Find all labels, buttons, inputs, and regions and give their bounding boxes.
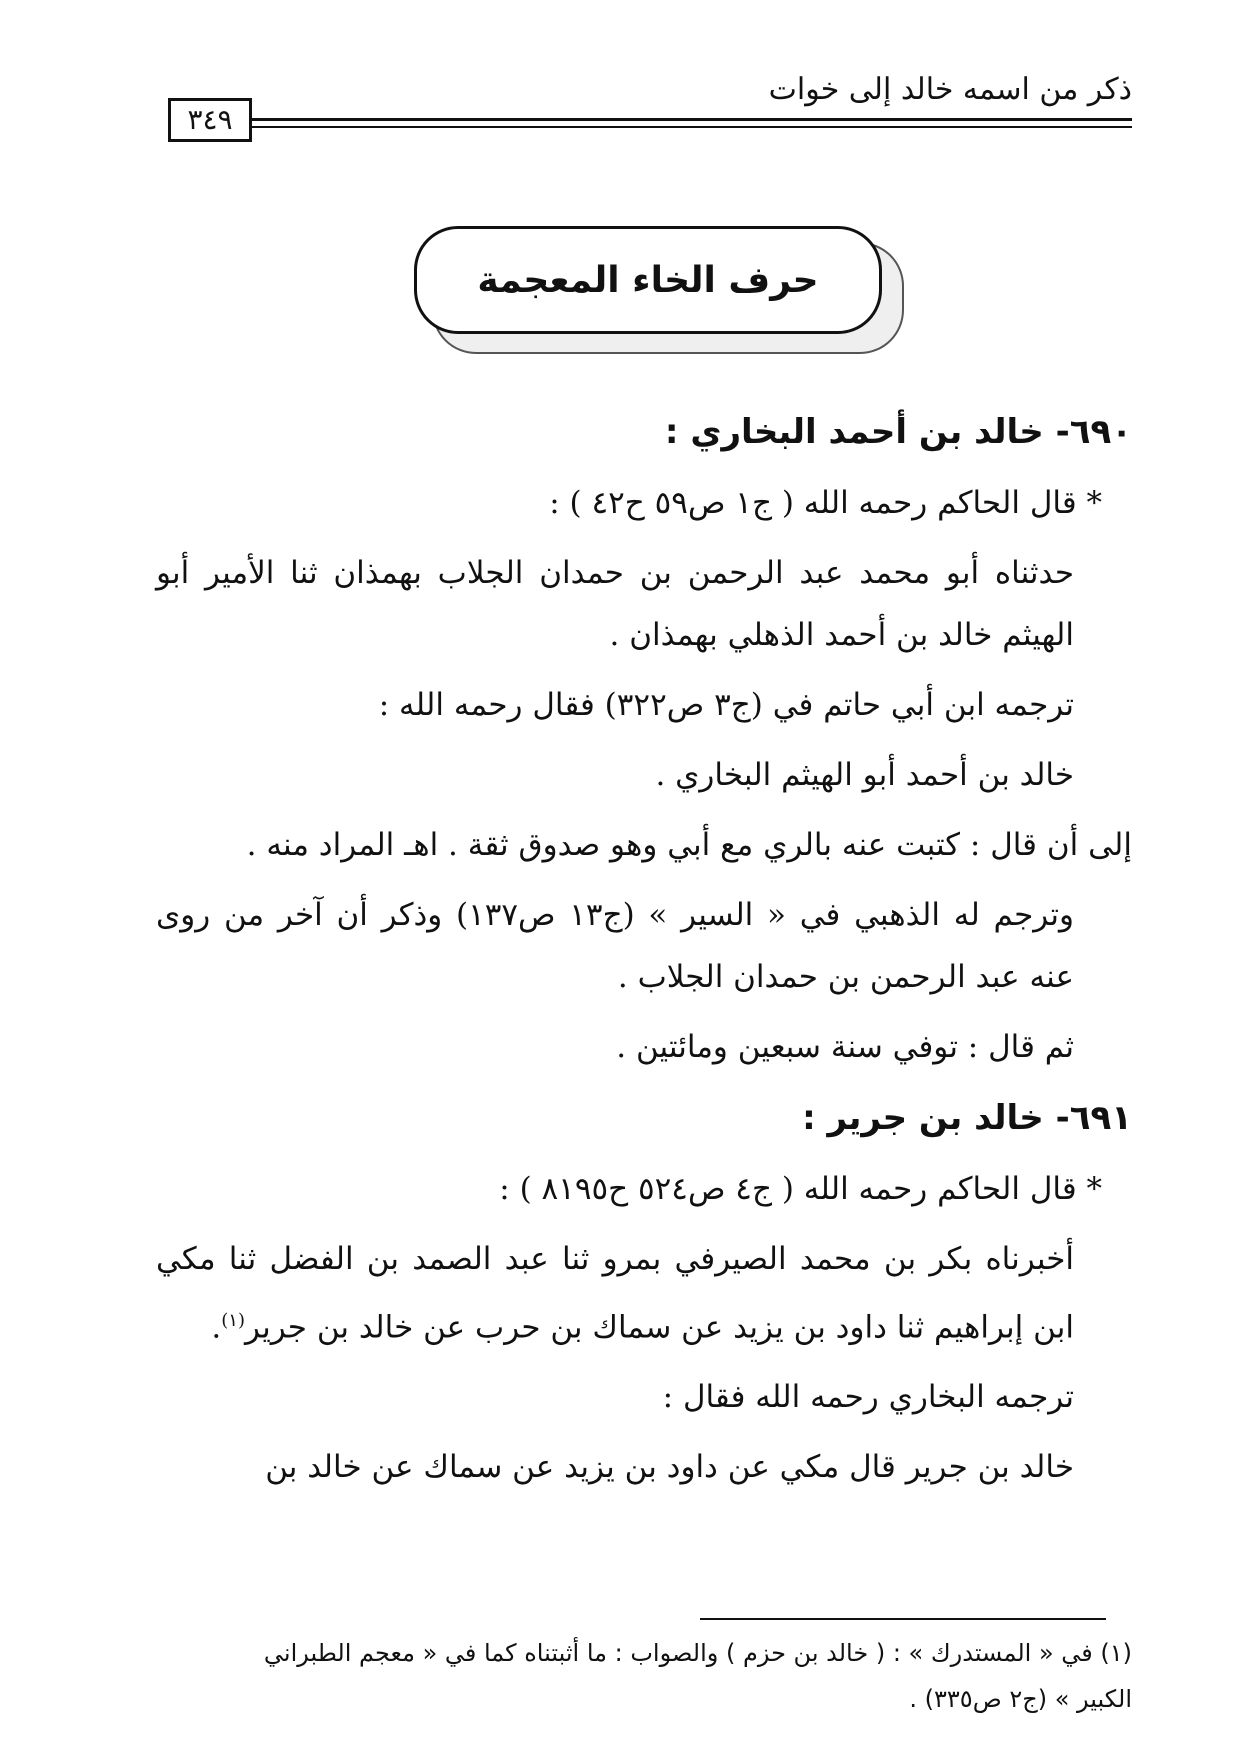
citation-line: * قال الحاكم رحمه الله ( ج١ ص٥٩ ح٤٢ ) :	[549, 485, 1102, 521]
paragraph: خالد بن أحمد أبو الهيثم البخاري .	[655, 757, 1074, 793]
paragraph: خالد بن جرير قال مكي عن داود بن يزيد عن سماك عن خالد بن	[265, 1449, 1074, 1486]
footnote-rule	[700, 1618, 1106, 1620]
running-header-title: ذكر من اسمه خالد إلى خوات	[768, 72, 1132, 107]
paragraph-end: .	[211, 1309, 222, 1346]
paragraph	[156, 1228, 1132, 1358]
entry-heading-690: ٦٩٠- خالد بن أحمد البخاري :	[664, 412, 1132, 452]
header-rule	[250, 118, 1132, 121]
header-rule-thin	[250, 126, 1132, 128]
footnote-line: (١) في « المستدرك » : ( خالد بن حزم ) والصواب : ما أثبتناه كما في « معجم الطبراني	[263, 1639, 1132, 1667]
paragraph-text: أخبرناه بكر بن محمد الصيرفي بمرو ثنا عبد الصمد بن الفضل ثنا مكي ابن إبراهيم ثنا داود بن يزيد عن سماك بن حرب عن خالد بن جرير	[156, 1241, 1074, 1346]
paragraph: ترجمه البخاري رحمه الله فقال :	[662, 1379, 1074, 1416]
page-number: ٣٤٩	[168, 98, 252, 142]
paragraph: ثم قال : توفي سنة سبعين ومائتين .	[616, 1029, 1074, 1065]
footnote	[156, 1630, 1132, 1722]
citation-line: * قال الحاكم رحمه الله ( ج٤ ص٥٢٤ ح٨١٩٥ ) :	[499, 1171, 1102, 1207]
paragraph: إلى أن قال : كتبت عنه بالري مع أبي وهو صدوق ثقة . اهـ المراد منه .	[246, 827, 1132, 863]
footnote-ref: (١)	[221, 1310, 245, 1331]
chapter-title: حرف الخاء المعجمة	[477, 259, 819, 301]
entry-heading-691: ٦٩١- خالد بن جرير :	[802, 1098, 1132, 1138]
chapter-banner	[414, 226, 882, 334]
paragraph: حدثناه أبو محمد عبد الرحمن بن حمدان الجلاب بهمذان ثنا الأمير أبو الهيثم خالد بن أحمد الذهلي بهمذان .	[156, 555, 1074, 653]
footnote-line: الكبير » (ج٢ ص٣٣٥) .	[909, 1685, 1132, 1713]
body-text	[156, 400, 1132, 1506]
paragraph: وترجم له الذهبي في « السير » (ج١٣ ص١٣٧) وذكر أن آخر من روى عنه عبد الرحمن بن حمدان الجلاب .	[156, 897, 1074, 995]
paragraph: ترجمه ابن أبي حاتم في (ج٣ ص٣٢٢) فقال رحمه الله :	[378, 687, 1074, 723]
